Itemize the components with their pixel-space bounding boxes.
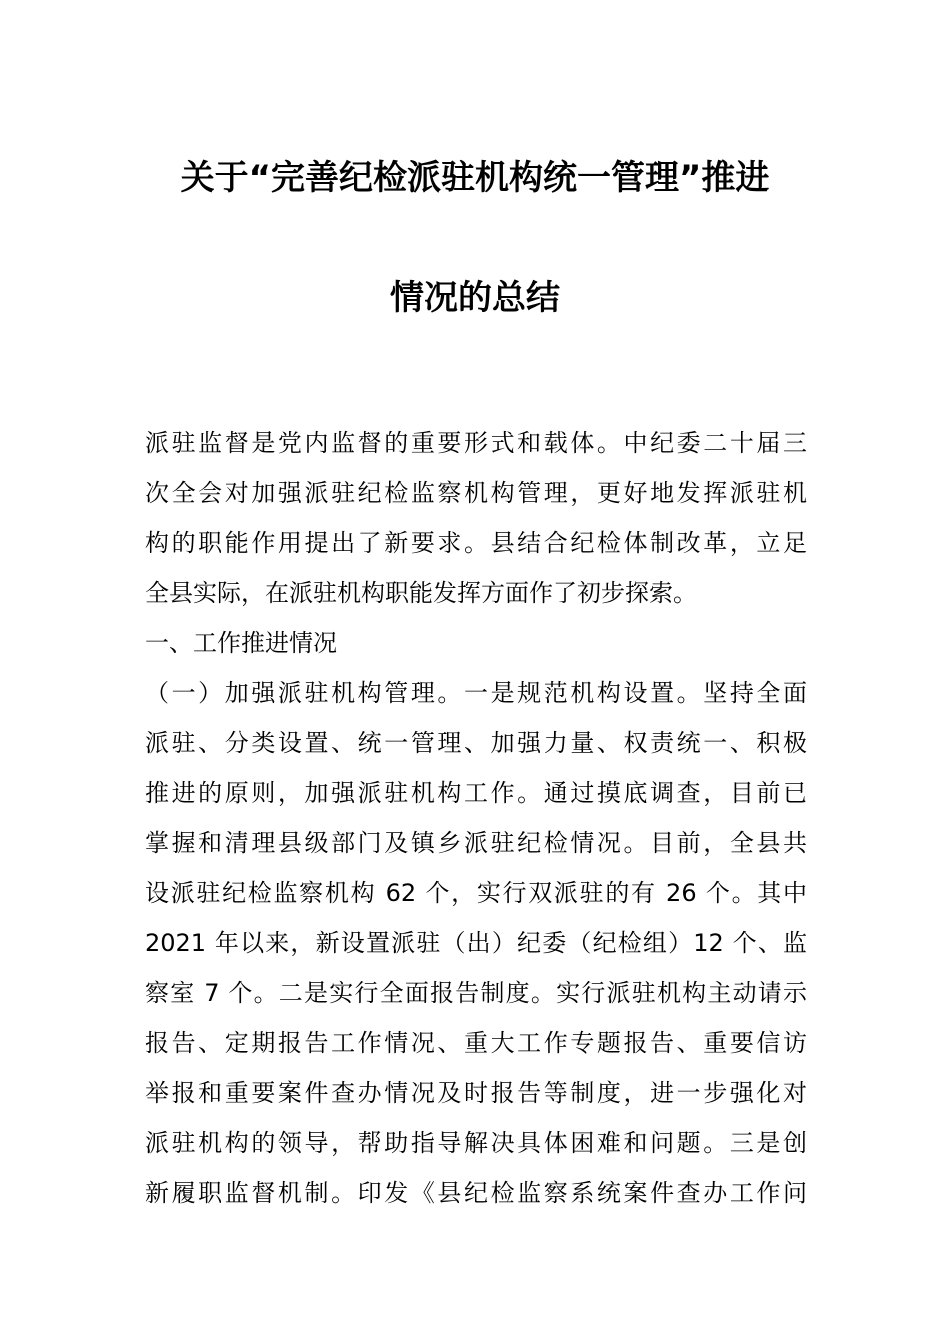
- body-line: 察室 7 个。二是实行全面报告制度。实行派驻机构主动请示: [145, 979, 807, 1007]
- body-line: 全县实际，在派驻机构职能发挥方面作了初步探索。: [145, 579, 697, 607]
- body-line: 构的职能作用提出了新要求。县结合纪检体制改革，立足: [145, 529, 807, 557]
- body-line: 推进的原则，加强派驻机构工作。通过摸底调查，目前已: [145, 779, 807, 807]
- title-line-1: 关于“完善纪检派驻机构统一管理”推进: [180, 158, 770, 198]
- body-line: 派驻监督是党内监督的重要形式和载体。中纪委二十届三: [145, 429, 807, 457]
- body-line: 掌握和清理县级部门及镇乡派驻纪检情况。目前，全县共: [145, 829, 807, 857]
- body-line: 派驻、分类设置、统一管理、加强力量、权责统一、积极: [145, 729, 807, 757]
- body-line: 派驻机构的领导，帮助指导解决具体困难和问题。三是创: [145, 1129, 807, 1157]
- body-line: 次全会对加强派驻纪检监察机构管理，更好地发挥派驻机: [145, 479, 807, 507]
- body-line: （一）加强派驻机构管理。一是规范机构设置。坚持全面: [145, 679, 807, 707]
- section-heading: 一、工作推进情况: [145, 629, 337, 657]
- body-line: 报告、定期报告工作情况、重大工作专题报告、重要信访: [145, 1029, 807, 1057]
- body-line: 设派驻纪检监察机构 62 个，实行双派驻的有 26 个。其中: [145, 879, 807, 907]
- body-line: 举报和重要案件查办情况及时报告等制度，进一步强化对: [145, 1079, 807, 1107]
- title-line-2: 情况的总结: [390, 278, 560, 318]
- body-line: 新履职监督机制。印发《县纪检监察系统案件查办工作问: [145, 1179, 807, 1207]
- body-line: 2021 年以来，新设置派驻（出）纪委（纪检组）12 个、监: [145, 929, 807, 957]
- document-body: [145, 418, 807, 1218]
